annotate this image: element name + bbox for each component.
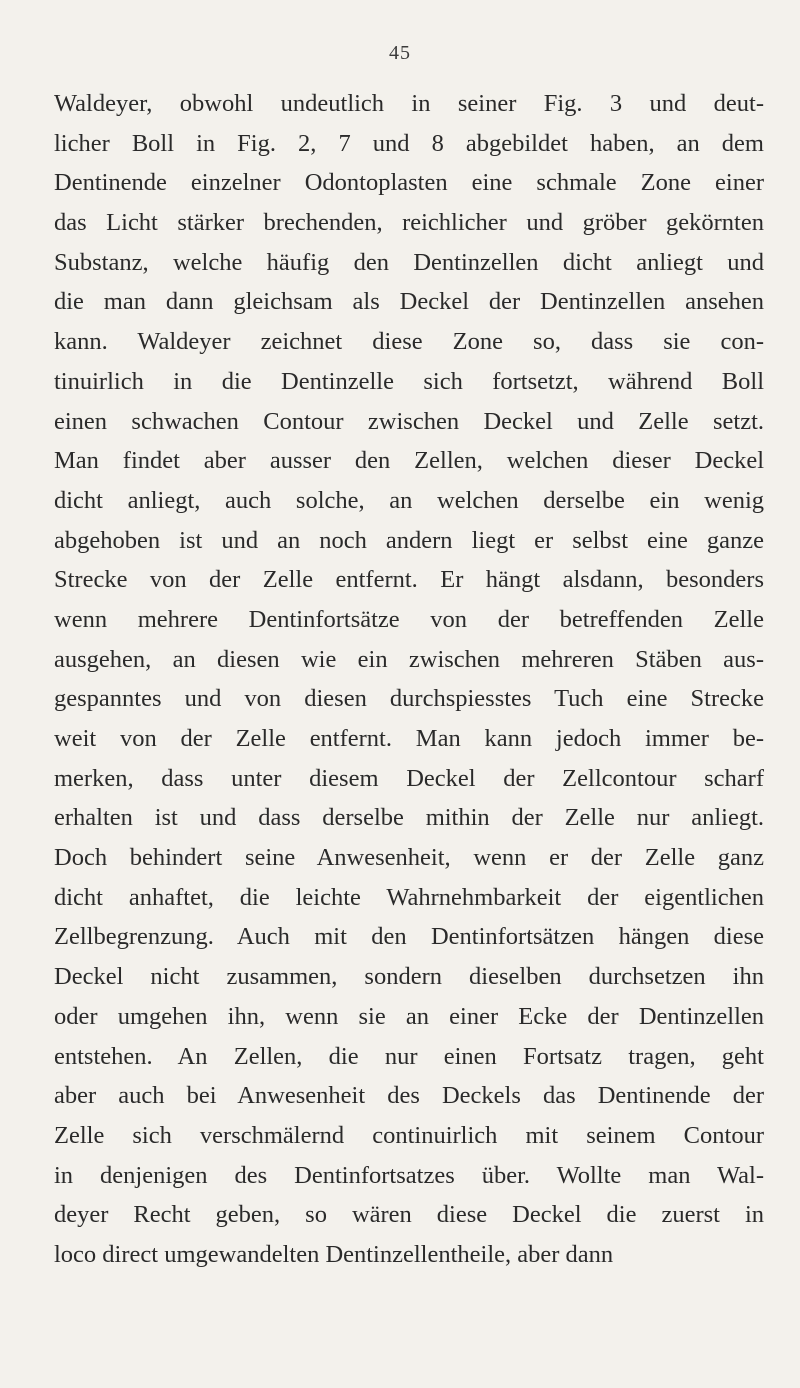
text-line: entstehen. An Zellen, die nur einen Fortsatz tragen, geht	[54, 1042, 764, 1070]
text-line: das Licht stärker brechenden, reichlicher und gröber gekörnten	[54, 209, 764, 237]
page-number: 45	[389, 42, 411, 64]
text-line: die man dann gleichsam als Deckel der Dentinzellen ansehen	[54, 288, 764, 316]
text-line: erhalten ist und dass derselbe mithin der Zelle nur anliegt.	[54, 804, 764, 832]
text-line: Strecke von der Zelle entfernt. Er hängt alsdann, besonders	[54, 566, 764, 594]
text-line: licher Boll in Fig. 2, 7 und 8 abgebildet haben, an dem	[54, 129, 764, 157]
text-line: Substanz, welche häufig den Dentinzellen dicht anliegt und	[54, 248, 764, 276]
text-line: merken, dass unter diesem Deckel der Zellcontour scharf	[54, 764, 764, 792]
text-line: kann. Waldeyer zeichnet diese Zone so, dass sie con-	[54, 328, 764, 356]
text-line: einen schwachen Contour zwischen Deckel und Zelle setzt.	[54, 407, 764, 435]
text-line: loco direct umgewandelten Dentinzellentheile, aber dann	[54, 1240, 614, 1268]
text-line: Doch behindert seine Anwesenheit, wenn er der Zelle ganz	[54, 844, 764, 872]
text-line: Zelle sich verschmälernd continuirlich mit seinem Contour	[54, 1121, 764, 1149]
text-line: dicht anliegt, auch solche, an welchen derselbe ein wenig	[54, 486, 764, 514]
text-line: Waldeyer, obwohl undeutlich in seiner Fig. 3 und deut-	[54, 90, 764, 117]
text-line: tinuirlich in die Dentinzelle sich fortsetzt, während Boll	[54, 367, 764, 395]
text-line: abgehoben ist und an noch andern liegt er selbst eine ganze	[54, 526, 764, 554]
text-line: gespanntes und von diesen durchspiesstes Tuch eine Strecke	[54, 685, 764, 713]
text-line: dicht anhaftet, die leichte Wahrnehmbarkeit der eigentlichen	[54, 883, 764, 911]
text-line: aber auch bei Anwesenheit des Deckels das Dentinende der	[54, 1082, 764, 1110]
text-line: ausgehen, an diesen wie ein zwischen mehreren Stäben aus-	[54, 645, 764, 673]
text-line: Zellbegrenzung. Auch mit den Dentinfortsätzen hängen diese	[54, 923, 764, 951]
text-line: wenn mehrere Dentinfortsätze von der betreffenden Zelle	[54, 605, 764, 633]
text-line: oder umgehen ihn, wenn sie an einer Ecke der Dentinzellen	[54, 1002, 764, 1030]
text-line: Man findet aber ausser den Zellen, welchen dieser Deckel	[54, 447, 764, 475]
text-line: Dentinende einzelner Odontoplasten eine schmale Zone einer	[54, 169, 764, 197]
text-line: weit von der Zelle entfernt. Man kann jedoch immer be-	[54, 725, 764, 752]
body-text	[54, 84, 764, 1275]
text-line: Deckel nicht zusammen, sondern dieselben durchsetzen ihn	[54, 963, 764, 991]
text-line: in denjenigen des Dentinfortsatzes über. Wollte man Wal-	[54, 1161, 764, 1189]
text-line: deyer Recht geben, so wären diese Deckel die zuerst in	[54, 1201, 764, 1229]
